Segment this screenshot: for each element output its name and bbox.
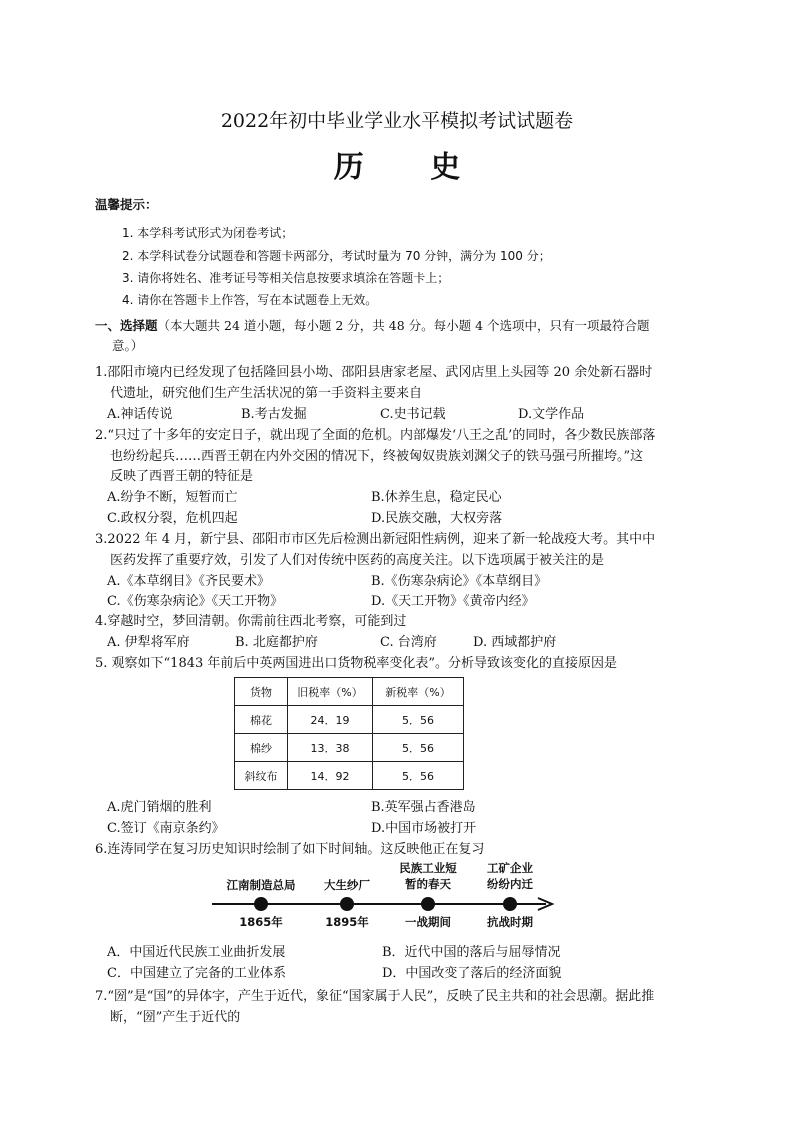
timeline-date-label: 1865年: [239, 915, 283, 929]
tips-heading: 温馨提示：: [95, 197, 158, 212]
question-7-line: 7.“圀”是“国”的异体字，产生于近代，象征“国家属于人民”，反映了民主共和的社会思潮。据此推: [95, 989, 655, 1004]
exam-title: 2022年初中毕业学业水平模拟考试试题卷: [220, 110, 574, 132]
option-a: A．中国近代民族工业曲折发展: [107, 945, 286, 960]
option-c: C．中国建立了完备的工业体系: [107, 966, 286, 981]
option-c: C.签订《南京条约》: [107, 821, 225, 836]
option-c: C.史书记载: [380, 407, 446, 422]
option-b: B. 北庭都护府: [235, 635, 318, 650]
tip-item: 2. 本学科试卷分试题卷和答题卡两部分，考试时量为 70 分钟，满分为 100 分；: [122, 249, 551, 263]
timeline-event-label: 大生纱厂: [324, 878, 370, 892]
timeline-event-label: 纷纷内迁: [487, 877, 533, 891]
timeline-date-label: 1895年: [325, 915, 369, 929]
option-b: B.英军强占香港岛: [371, 800, 476, 815]
timeline-event-label: 工矿企业: [487, 861, 533, 875]
table-row: [235, 762, 464, 790]
option-b: B．近代中国的落后与屈辱情况: [382, 945, 561, 960]
option-b: B.《伤寒杂病论》《本草纲目》: [371, 574, 548, 589]
option-a: A.纷争不断，短暂而亡: [107, 490, 238, 505]
timeline-axis: [210, 892, 562, 916]
table-cell: 棉花: [235, 706, 288, 734]
timeline-dot: [340, 897, 354, 911]
question-6-line: 6.连涛同学在复习历史知识时绘制了如下时间轴。这反映他正在复习: [95, 842, 485, 857]
timeline-dot: [503, 897, 517, 911]
option-a: A.神话传说: [107, 407, 173, 422]
timeline-dot: [421, 897, 435, 911]
table-row: [235, 734, 464, 762]
option-d: D．中国改变了落后的经济面貌: [382, 966, 562, 981]
question-2-line: 2.“只过了十多年的安定日子，就出现了全面的危机。内部爆发‘八王之乱’的同时，各少数民族部落: [95, 428, 656, 443]
timeline-date-label: 抗战时期: [487, 915, 533, 929]
option-d: D.民族交融，大权旁落: [371, 511, 503, 526]
option-d: D.《天工开物》《黄帝内经》: [371, 594, 535, 609]
option-a: A.虎门销烟的胜利: [107, 800, 212, 815]
option-d: D.中国市场被打开: [371, 821, 477, 836]
option-d: D. 西域都护府: [473, 635, 557, 650]
tip-item: 4. 请你在答题卡上作答，写在本试题卷上无效。: [122, 293, 378, 307]
question-3-line: 3.2022 年 4 月，新宁县、邵阳市市区先后检测出新冠阳性病例，迎来了新一轮战疫大考。其中中: [95, 532, 656, 547]
question-5-line: 5. 观察如下“1843 年前后中英两国进出口货物税率变化表”。分析导致该变化的直接原因是: [95, 656, 618, 671]
question-7-line: 断，“圀”产生于近代的: [110, 1010, 241, 1025]
timeline-event-label: 民族工业短: [399, 861, 457, 875]
table-cell: 5．56: [373, 762, 464, 790]
table-cell: 5．56: [373, 706, 464, 734]
tip-item: 1. 本学科考试形式为闭卷考试；: [122, 226, 294, 240]
subject-title: 历 史: [333, 150, 489, 185]
option-d: D.文学作品: [518, 407, 585, 422]
tax-rate-table: [234, 677, 464, 790]
question-3-line: 医药发挥了重要疗效，引发了人们对传统中医药的高度关注。以下选项属于被关注的是: [110, 553, 605, 568]
table-cell: 14．92: [288, 762, 373, 790]
option-c: C. 台湾府: [380, 635, 437, 650]
question-1-line: 1.邵阳市境内已经发现了包括隆回县小坳、邵阳县唐家老屋、武冈店里上头园等 20 余处新石器时: [95, 365, 653, 380]
section-desc: （本大题共 24 道小题，每小题 2 分，共 48 分。每小题 4 个选项中，只有一项最符合题: [157, 318, 650, 333]
option-c: C.《伤寒杂病论》《天工开物》: [107, 594, 284, 609]
table-cell: 棉纱: [235, 734, 288, 762]
question-1-line: 代遗址，研究他们生产生活状况的第一手资料主要来自: [110, 386, 423, 401]
timeline-event-label: 暂的春天: [405, 877, 451, 891]
option-a: A.《本草纲目》《齐民要术》: [107, 574, 271, 589]
table-cell: 13．38: [288, 734, 373, 762]
section-heading: [95, 316, 650, 334]
table-header-cell: 旧税率（%）: [288, 678, 373, 706]
option-a: A. 伊犁将军府: [107, 635, 190, 650]
table-row: [235, 706, 464, 734]
table-header-cell: 货物: [235, 678, 288, 706]
table-cell: 5．56: [373, 734, 464, 762]
timeline-event-label: 江南制造总局: [226, 878, 296, 892]
section-label: 一、选择题: [95, 318, 158, 333]
table-header-cell: 新税率（%）: [373, 678, 464, 706]
table-cell: 斜纹布: [235, 762, 288, 790]
option-b: B.考古发掘: [241, 407, 307, 422]
question-4-line: 4.穿越时空，梦回清朝。你需前往西北考察，可能到过: [95, 614, 407, 629]
timeline-date-label: 一战期间: [405, 915, 451, 929]
question-2-line: 反映了西晋王朝的特征是: [110, 469, 254, 484]
table-cell: 24．19: [288, 706, 373, 734]
tip-item: 3. 请你将姓名、准考证号等相关信息按要求填涂在答题卡上；: [122, 271, 450, 285]
timeline-dot: [254, 897, 268, 911]
table-header-row: [235, 678, 464, 706]
option-b: B.休养生息，稳定民心: [371, 490, 502, 505]
question-2-line: 也纷纷起兵……西晋王朝在内外交困的情况下，终被匈奴贵族刘渊父子的铁马强弓所摧垮。”这: [110, 449, 644, 464]
section-desc-cont: 意。）: [112, 338, 144, 353]
option-c: C.政权分裂，危机四起: [107, 511, 238, 526]
